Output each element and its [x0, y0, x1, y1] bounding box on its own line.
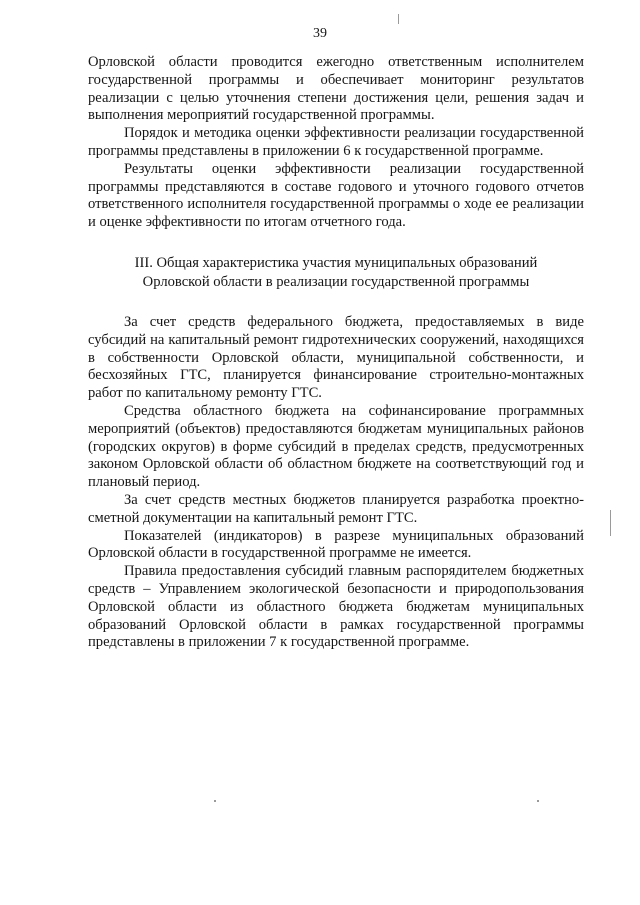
scan-artifact-mark [610, 510, 611, 536]
section-heading-line-2: Орловской области в реализации государственной программы [142, 273, 530, 290]
document-body [88, 54, 584, 652]
section-paragraph-federal-budget: За счет средств федерального бюджета, предоставляемых в виде субсидий на капитальный ремонт гидротехнических сооружений, находящихся в собственности Орловской области, муниципальной собственности, и бесхозяйных ГТС, планируется финансирование строительно-монтажных работ по капитальному ремонту ГТС. [88, 313, 584, 402]
intro-paragraph-results: Результаты оценки эффективности реализации государственной программы представляются в составе годового и уточного годового отчетов ответственного исполнителя государственной программы о ходе ее реализации и оценке эффективности по итогам отчетного года. [88, 160, 584, 231]
scan-artifact-mark [398, 14, 399, 24]
scan-artifact-mark [214, 800, 216, 802]
page-number: 39 [313, 26, 327, 41]
scan-artifact-mark [537, 800, 539, 802]
section-paragraph-local-budget: За счет средств местных бюджетов планируется разработка проектно-сметной документации на капитальный ремонт ГТС. [88, 491, 584, 526]
section-paragraph-subsidy-rules: Правила предоставления субсидий главным распорядителем бюджетных средств – Управлением экологической безопасности и природопользования Орловской области из областного бюджета бюджетам муниципальных образований Орловской области в рамках государственной программы представлены в приложении 7 к государственной программе. [88, 563, 584, 651]
section-heading-line-1: III. Общая характеристика участия муниципальных образований [134, 254, 538, 271]
section-paragraph-indicators: Показателей (индикаторов) в разрезе муниципальных образований Орловской области в государственной программе не имеется. [88, 527, 584, 562]
section-paragraph-regional-budget: Средства областного бюджета на софинансирование программных мероприятий (объектов) предоставляются бюджетам муниципальных районов (городских округов) в форме субсидий в пределах средств, предусмотренных законом Орловской области об областном бюджете на соответствующий год и плановый период. [88, 402, 584, 491]
intro-paragraph-continuation: Орловской области проводится ежегодно ответственным исполнителем государственной программы и обеспечивает мониторинг результатов реализации с целью уточнения степени достижения цели, решения задач и выполнения мероприятий государственной программы. [88, 54, 584, 124]
intro-paragraph-methodology: Порядок и методика оценки эффективности реализации государственной программы представлены в приложении 6 к государственной программе. [88, 125, 584, 159]
section-heading [88, 254, 584, 292]
